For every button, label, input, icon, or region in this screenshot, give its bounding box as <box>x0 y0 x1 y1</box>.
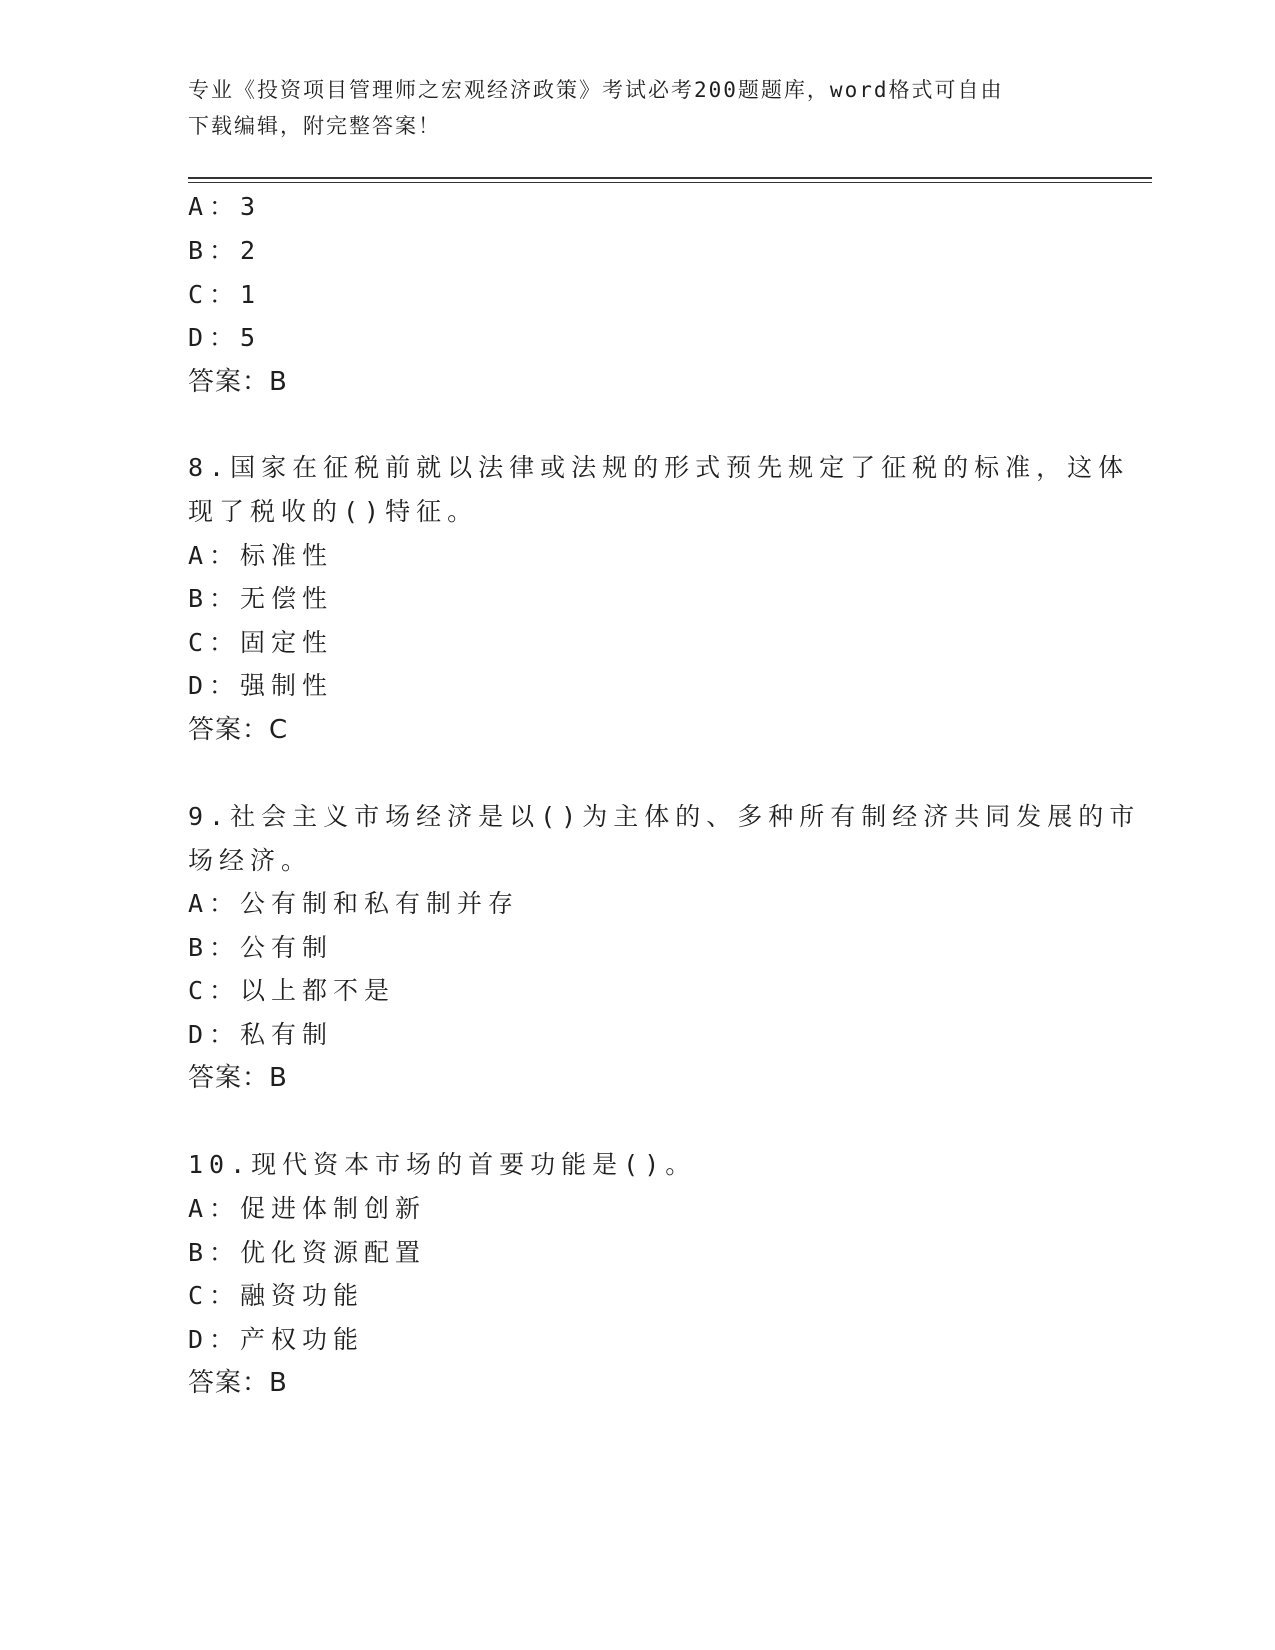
q9-option-b: B：公有制 <box>188 933 334 962</box>
q10-option-b: B：优化资源配置 <box>188 1238 427 1267</box>
q7-option-b: B：2 <box>188 236 262 265</box>
q9-answer: 答案：B <box>188 1063 288 1093</box>
header-divider-thick <box>188 177 1152 179</box>
q8-option-a: A：标准性 <box>188 541 334 570</box>
q7-answer: 答案：B <box>188 367 288 397</box>
q8-answer: 答案：C <box>188 715 289 745</box>
q9-option-c: C：以上都不是 <box>188 976 396 1005</box>
q10-stem-line-1: 10.现代资本市场的首要功能是()。 <box>188 1150 697 1179</box>
q7-option-a: A：3 <box>188 192 262 221</box>
q10-answer: 答案：B <box>188 1368 288 1398</box>
q8-option-d: D：强制性 <box>188 671 334 700</box>
document-header <box>188 72 1088 144</box>
q7-option-d: D：5 <box>188 323 262 352</box>
q7-option-c: C：1 <box>188 280 262 309</box>
q8-option-c: C：固定性 <box>188 628 334 657</box>
q9-option-a: A：公有制和私有制并存 <box>188 889 520 918</box>
q9-stem-line-1: 9.社会主义市场经济是以()为主体的、多种所有制经济共同发展的市 <box>188 802 1141 831</box>
q8-stem-line-2: 现了税收的()特征。 <box>188 497 479 526</box>
q10-option-d: D：产权功能 <box>188 1325 365 1354</box>
q9-stem-line-2: 场经济。 <box>188 846 313 875</box>
header-line-1: 专业《投资项目管理师之宏观经济政策》考试必考200题题库，word格式可自由 <box>188 78 1004 102</box>
q10-option-a: A：促进体制创新 <box>188 1194 427 1223</box>
q8-option-b: B：无偿性 <box>188 584 334 613</box>
q8-stem-line-1: 8.国家在征税前就以法律或法规的形式预先规定了征税的标准，这体 <box>188 453 1130 482</box>
q9-option-d: D：私有制 <box>188 1020 334 1049</box>
header-line-2: 下载编辑，附完整答案！ <box>188 114 441 138</box>
header-divider-thin <box>188 182 1152 183</box>
q10-option-c: C：融资功能 <box>188 1281 365 1310</box>
